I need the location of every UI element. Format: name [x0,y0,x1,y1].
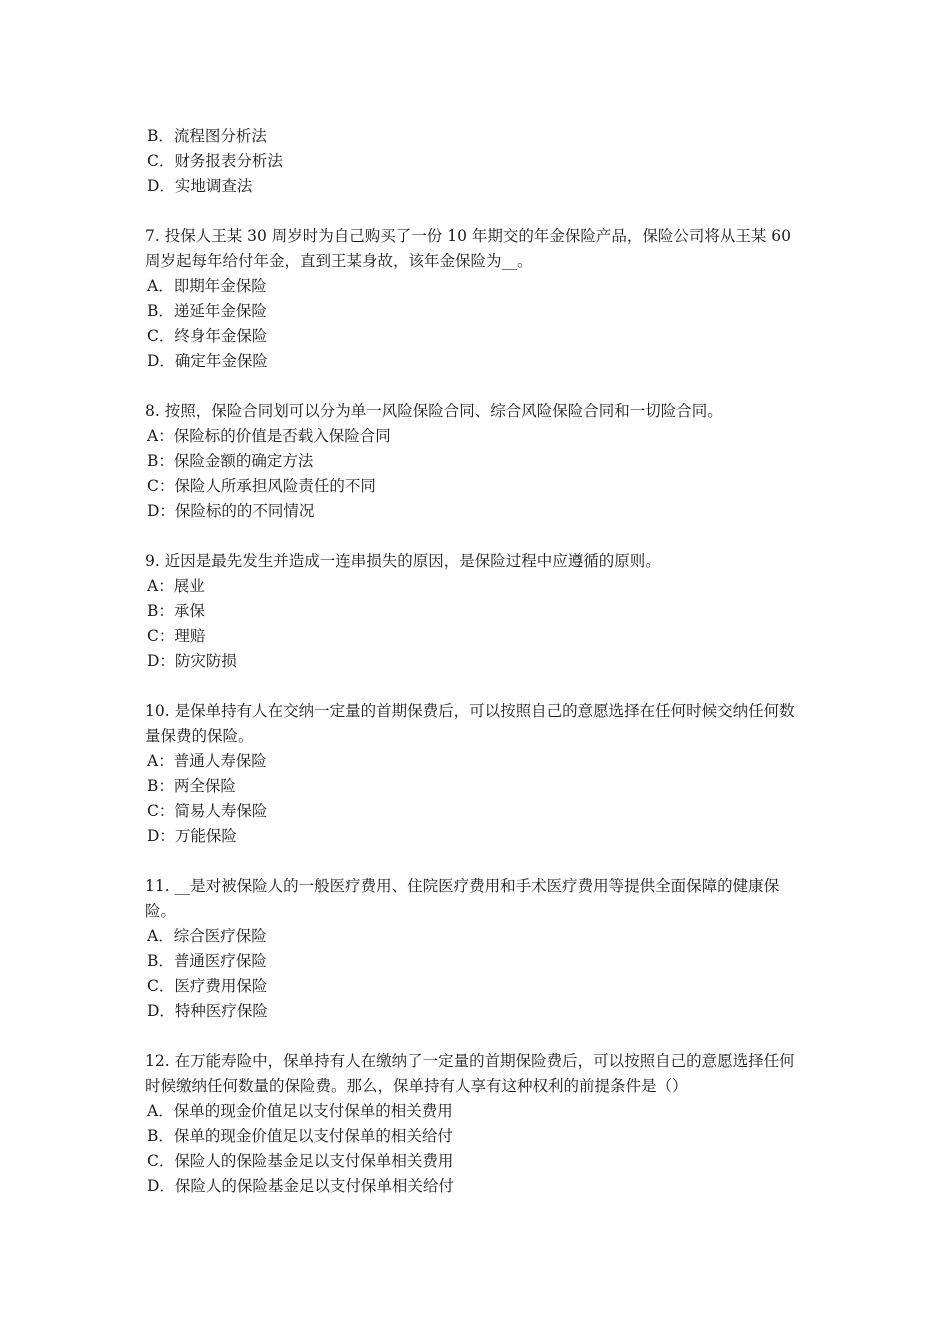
option-d: D．确定年金保险 [147,352,268,370]
option-b: B．普通医疗保险 [147,952,267,970]
document-page [145,124,810,1199]
option-d: D．保险人的保险基金足以支付保单相关给付 [147,1177,454,1195]
question-text: 10. 是保单持有人在交纳一定量的首期保费后，可以按照自己的意愿选择在任何时候交纳任何数量保费的保险。 [145,702,795,745]
option-a: A：保险标的价值是否载入保险合同 [147,427,391,445]
option-b: B．保单的现金价值足以支付保单的相关给付 [147,1127,453,1145]
option-b: B：保险金额的确定方法 [147,452,314,470]
question-8 [145,399,810,524]
option-a: A：展业 [147,577,205,595]
question-9 [145,549,810,674]
option-c: C．保险人的保险基金足以支付保单相关费用 [147,1152,454,1170]
option-d: D．实地调查法 [147,177,253,195]
option-c: C：保险人所承担风险责任的不同 [147,477,376,495]
option-c: C．终身年金保险 [147,327,268,345]
option-b: B：承保 [147,602,205,620]
question-7 [145,224,810,374]
question-text: 11. __是对被保险人的一般医疗费用、住院医疗费用和手术医疗费用等提供全面保障的健康保险。 [145,877,780,920]
option-d: D．特种医疗保险 [147,1002,268,1020]
question-10 [145,699,810,849]
option-d: D：防灾防损 [147,652,237,670]
option-c: C．医疗费用保险 [147,977,268,995]
option-a: A．即期年金保险 [147,277,267,295]
option-b: B．递延年金保险 [147,302,267,320]
question-text: 12. 在万能寿险中，保单持有人在缴纳了一定量的首期保险费后，可以按照自己的意愿选择任何时候缴纳任何数量的保险费。那么，保单持有人享有这种权利的前提条件是（） [145,1052,795,1095]
option-b: B．流程图分析法 [147,127,267,145]
question-text: 8. 按照，保险合同划可以分为单一风险保险合同、综合风险保险合同和一切险合同。 [145,402,723,420]
option-a: A．综合医疗保险 [147,927,267,945]
question-11 [145,874,810,1024]
question-12 [145,1049,810,1199]
option-a: A．保单的现金价值足以支付保单的相关费用 [147,1102,453,1120]
question-text: 7. 投保人王某 30 周岁时为自己购买了一份 10 年期交的年金保险产品，保险公司将从王某 60 周岁起每年给付年金，直到王某身故，该年金保险为__。 [145,227,792,270]
question-text: 9. 近因是最先发生并造成一连串损失的原因，是保险过程中应遵循的原则。 [145,552,661,570]
option-b: B：两全保险 [147,777,236,795]
option-d: D：万能保险 [147,827,237,845]
option-c: C：简易人寿保险 [147,802,268,820]
option-c: C．财务报表分析法 [147,152,283,170]
option-d: D：保险标的的不同情况 [147,502,315,520]
previous-question-options [145,124,810,199]
option-c: C：理赔 [147,627,206,645]
option-a: A：普通人寿保险 [147,752,267,770]
